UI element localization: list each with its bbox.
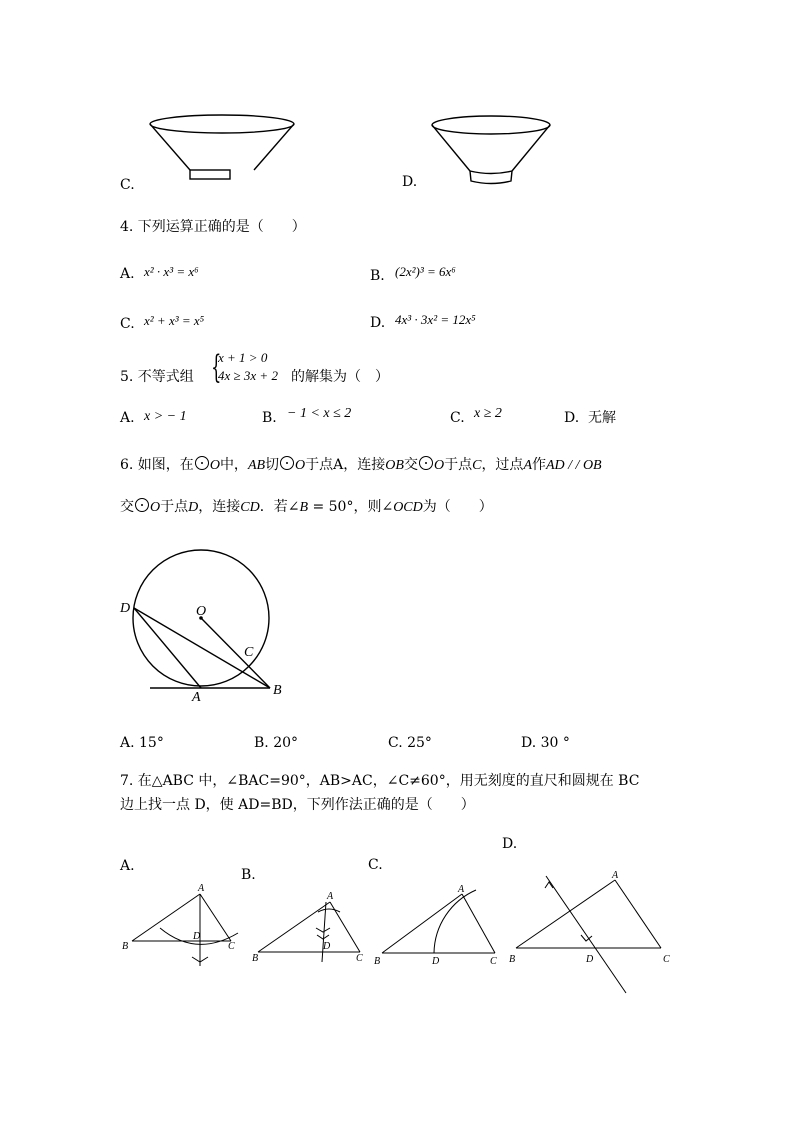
q5-option-c-expr: x ≥ 2 <box>474 406 502 421</box>
circle-symbol-icon <box>135 498 149 512</box>
q5-option-b-expr: − 1 < x ≤ 2 <box>287 406 352 421</box>
q4-option-c-expr: x² + x³ = x⁵ <box>144 313 205 328</box>
q5-stem-suffix: 的解集为（ ） <box>291 369 389 385</box>
q6-fig-label-a: A <box>192 690 201 705</box>
q4-option-d-label: D. <box>370 315 386 331</box>
q3-bowl-d-figure <box>430 114 552 186</box>
q4-stem: 4. 下列运算正确的是（ ） <box>120 219 306 235</box>
q5-option-a-expr: x > − 1 <box>144 409 187 424</box>
svg-text:C: C <box>663 954 670 965</box>
q4-option-b-label: B. <box>370 268 385 284</box>
q6-fig-label-d: D <box>120 601 131 616</box>
svg-text:B: B <box>509 954 516 965</box>
q7-figure-a <box>118 878 243 973</box>
q5-option-d-expr: 无解 <box>588 410 616 426</box>
q7-figure-b <box>250 888 375 968</box>
q6-option-d: D. 30 ° <box>521 735 570 751</box>
svg-text:A: A <box>612 870 619 881</box>
q5-option-b-label: B. <box>262 410 277 426</box>
q6-stem-line2: 交 O于点D，连接CD．若∠B = 50°，则∠OCD为（ ） <box>120 499 493 515</box>
svg-text:D: D <box>193 931 201 942</box>
q7-option-d-label: D. <box>502 836 518 852</box>
circle-symbol-icon <box>419 456 433 470</box>
q5-option-a-label: A. <box>120 410 135 426</box>
svg-text:C: C <box>228 941 235 952</box>
q5-option-d-label: D. <box>564 410 580 426</box>
q4-option-a-expr: x² · x³ = x⁶ <box>144 264 199 279</box>
q7-option-c-label: C. <box>368 857 383 873</box>
svg-text:C: C <box>356 953 363 964</box>
q7-stem-line2: 边上找一点 D，使 AD=BD，下列作法正确的是（ ） <box>120 797 475 813</box>
q5-system-brace: { <box>211 348 222 386</box>
q7-option-a-label: A. <box>120 858 135 874</box>
svg-text:C: C <box>490 956 497 967</box>
q5-stem-prefix: 5. 不等式组 <box>120 369 194 385</box>
svg-text:B: B <box>122 941 129 952</box>
svg-text:A: A <box>458 884 465 895</box>
q7-figure-c <box>372 880 502 970</box>
svg-text:A: A <box>198 883 205 894</box>
q6-circle-figure <box>118 540 298 705</box>
q5-inequality-1: x + 1 > 0 <box>218 350 268 365</box>
svg-text:A: A <box>327 891 334 902</box>
q7-stem-line1: 7. 在△ABC 中，∠BAC=90°，AB>AC，∠C≠60°，用无刻度的直尺和圆规在 BC <box>120 773 640 789</box>
q3-option-c-label: C. <box>120 177 135 193</box>
q4-option-d-expr: 4x³ · 3x² = 12x⁵ <box>395 312 476 327</box>
q7-figure-d <box>508 866 678 996</box>
q3-bowl-c-figure <box>148 112 296 184</box>
svg-text:D: D <box>323 941 331 952</box>
svg-text:D: D <box>432 956 440 967</box>
svg-text:D: D <box>586 954 594 965</box>
q6-fig-label-c: C <box>244 645 254 660</box>
q6-stem-line1: 6. 如图，在 O中，AB切 O于点A，连接OB交 O于点C，过点A作AD / / OB <box>120 457 602 473</box>
q4-option-c-label: C. <box>120 316 135 332</box>
q6-fig-label-o: O <box>196 604 207 619</box>
q6-fig-label-b: B <box>273 683 282 698</box>
svg-text:B: B <box>374 956 381 967</box>
q4-option-a-label: A. <box>120 266 135 282</box>
q3-option-d-label: D. <box>402 174 418 190</box>
circle-symbol-icon <box>195 456 209 470</box>
q6-option-c: C. 25° <box>388 735 432 751</box>
q4-option-b-expr: (2x²)³ = 6x⁶ <box>395 264 456 279</box>
q6-option-b: B. 20° <box>254 735 299 751</box>
q5-inequality-2: 4x ≥ 3x + 2 <box>218 368 278 383</box>
svg-text:B: B <box>252 953 259 964</box>
q7-option-b-label: B. <box>241 867 256 883</box>
q6-option-a: A. 15° <box>120 735 164 751</box>
circle-symbol-icon <box>280 456 294 470</box>
q5-option-c-label: C. <box>450 410 465 426</box>
